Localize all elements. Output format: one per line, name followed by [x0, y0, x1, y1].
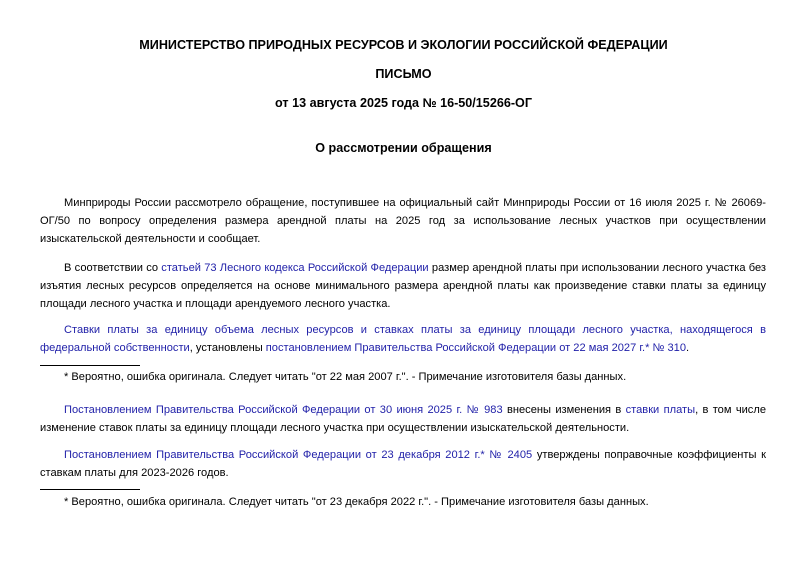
paragraph-4 [40, 401, 766, 437]
link-government-decree-983[interactable]: Постановлением Правительства Российской Федерации от 30 июня 2025 г. № 983 [64, 404, 503, 416]
paragraph-4-text-a: внесены изменения в [502, 404, 626, 416]
paragraph-5 [40, 446, 766, 482]
subject-heading: О рассмотрении обращения [315, 141, 492, 155]
paragraph-3-text-a: , установлены [189, 342, 266, 354]
link-rates[interactable]: ставки платы [625, 404, 696, 416]
footnote-2: * Вероятно, ошибка оригинала. Следует читать "от 23 декабря 2022 г.". - Примечание изготовителя базы данных. [64, 496, 649, 508]
paragraph-5-text-a: утверждены поправочные коэффициенты к ставкам платы для 2023-2026 годов. [40, 449, 766, 479]
paragraph-3 [40, 321, 766, 357]
paragraph-4-text-b: , в том числе изменение ставок платы за единицу площади лесного участка при осуществлении изыскательской деятельности. [40, 404, 766, 434]
link-government-decree-310[interactable]: постановлением Правительства Российской Федерации от 22 мая 2027 г.* № 310 [265, 342, 687, 354]
footnote-1: * Вероятно, ошибка оригинала. Следует читать "от 22 мая 2007 г.". - Примечание изготовителя базы данных. [64, 371, 627, 383]
document-type-heading: ПИСЬМО [375, 67, 432, 81]
date-number-heading: от 13 августа 2025 года № 16-50/15266-ОГ [275, 96, 532, 110]
footnote-divider-2 [40, 489, 140, 490]
footnote-divider-1 [40, 365, 140, 366]
ministry-heading: МИНИСТЕРСТВО ПРИРОДНЫХ РЕСУРСОВ И ЭКОЛОГИИ РОССИЙСКОЙ ФЕДЕРАЦИИ [139, 38, 668, 52]
link-rates-document[interactable]: Ставки платы за единицу объема лесных ресурсов и ставках платы за единицу площади лесного участка, находящегося в федеральной собственности [40, 324, 766, 354]
paragraph-2 [40, 259, 766, 313]
paragraph-1: Минприроды России рассмотрело обращение, поступившее на официальный сайт Минприроды России от 16 июля 2025 г. № 26069-ОГ/50 по вопросу определения размера арендной платы на 2025 год за использование лесных участков при осуществлении изыскательской деятельности и сообщает. [40, 197, 766, 245]
paragraph-2-text-b: размер арендной платы при использовании лесного участка без изъятия лесных ресурсов определяется на основе минимального размера арендной платы как произведение ставки платы за единицу площади лесного участка и площади арендуемого лесного участка. [40, 262, 766, 310]
link-forest-code-article-73[interactable]: статьей 73 Лесного кодекса Российской Федерации [161, 262, 429, 274]
paragraph-3-text-b: . [686, 342, 690, 354]
paragraph-2-text-a: В соответствии со [64, 262, 162, 274]
link-government-decree-2405[interactable]: Постановлением Правительства Российской Федерации от 23 декабря 2012 г.* № 2405 [64, 449, 533, 461]
